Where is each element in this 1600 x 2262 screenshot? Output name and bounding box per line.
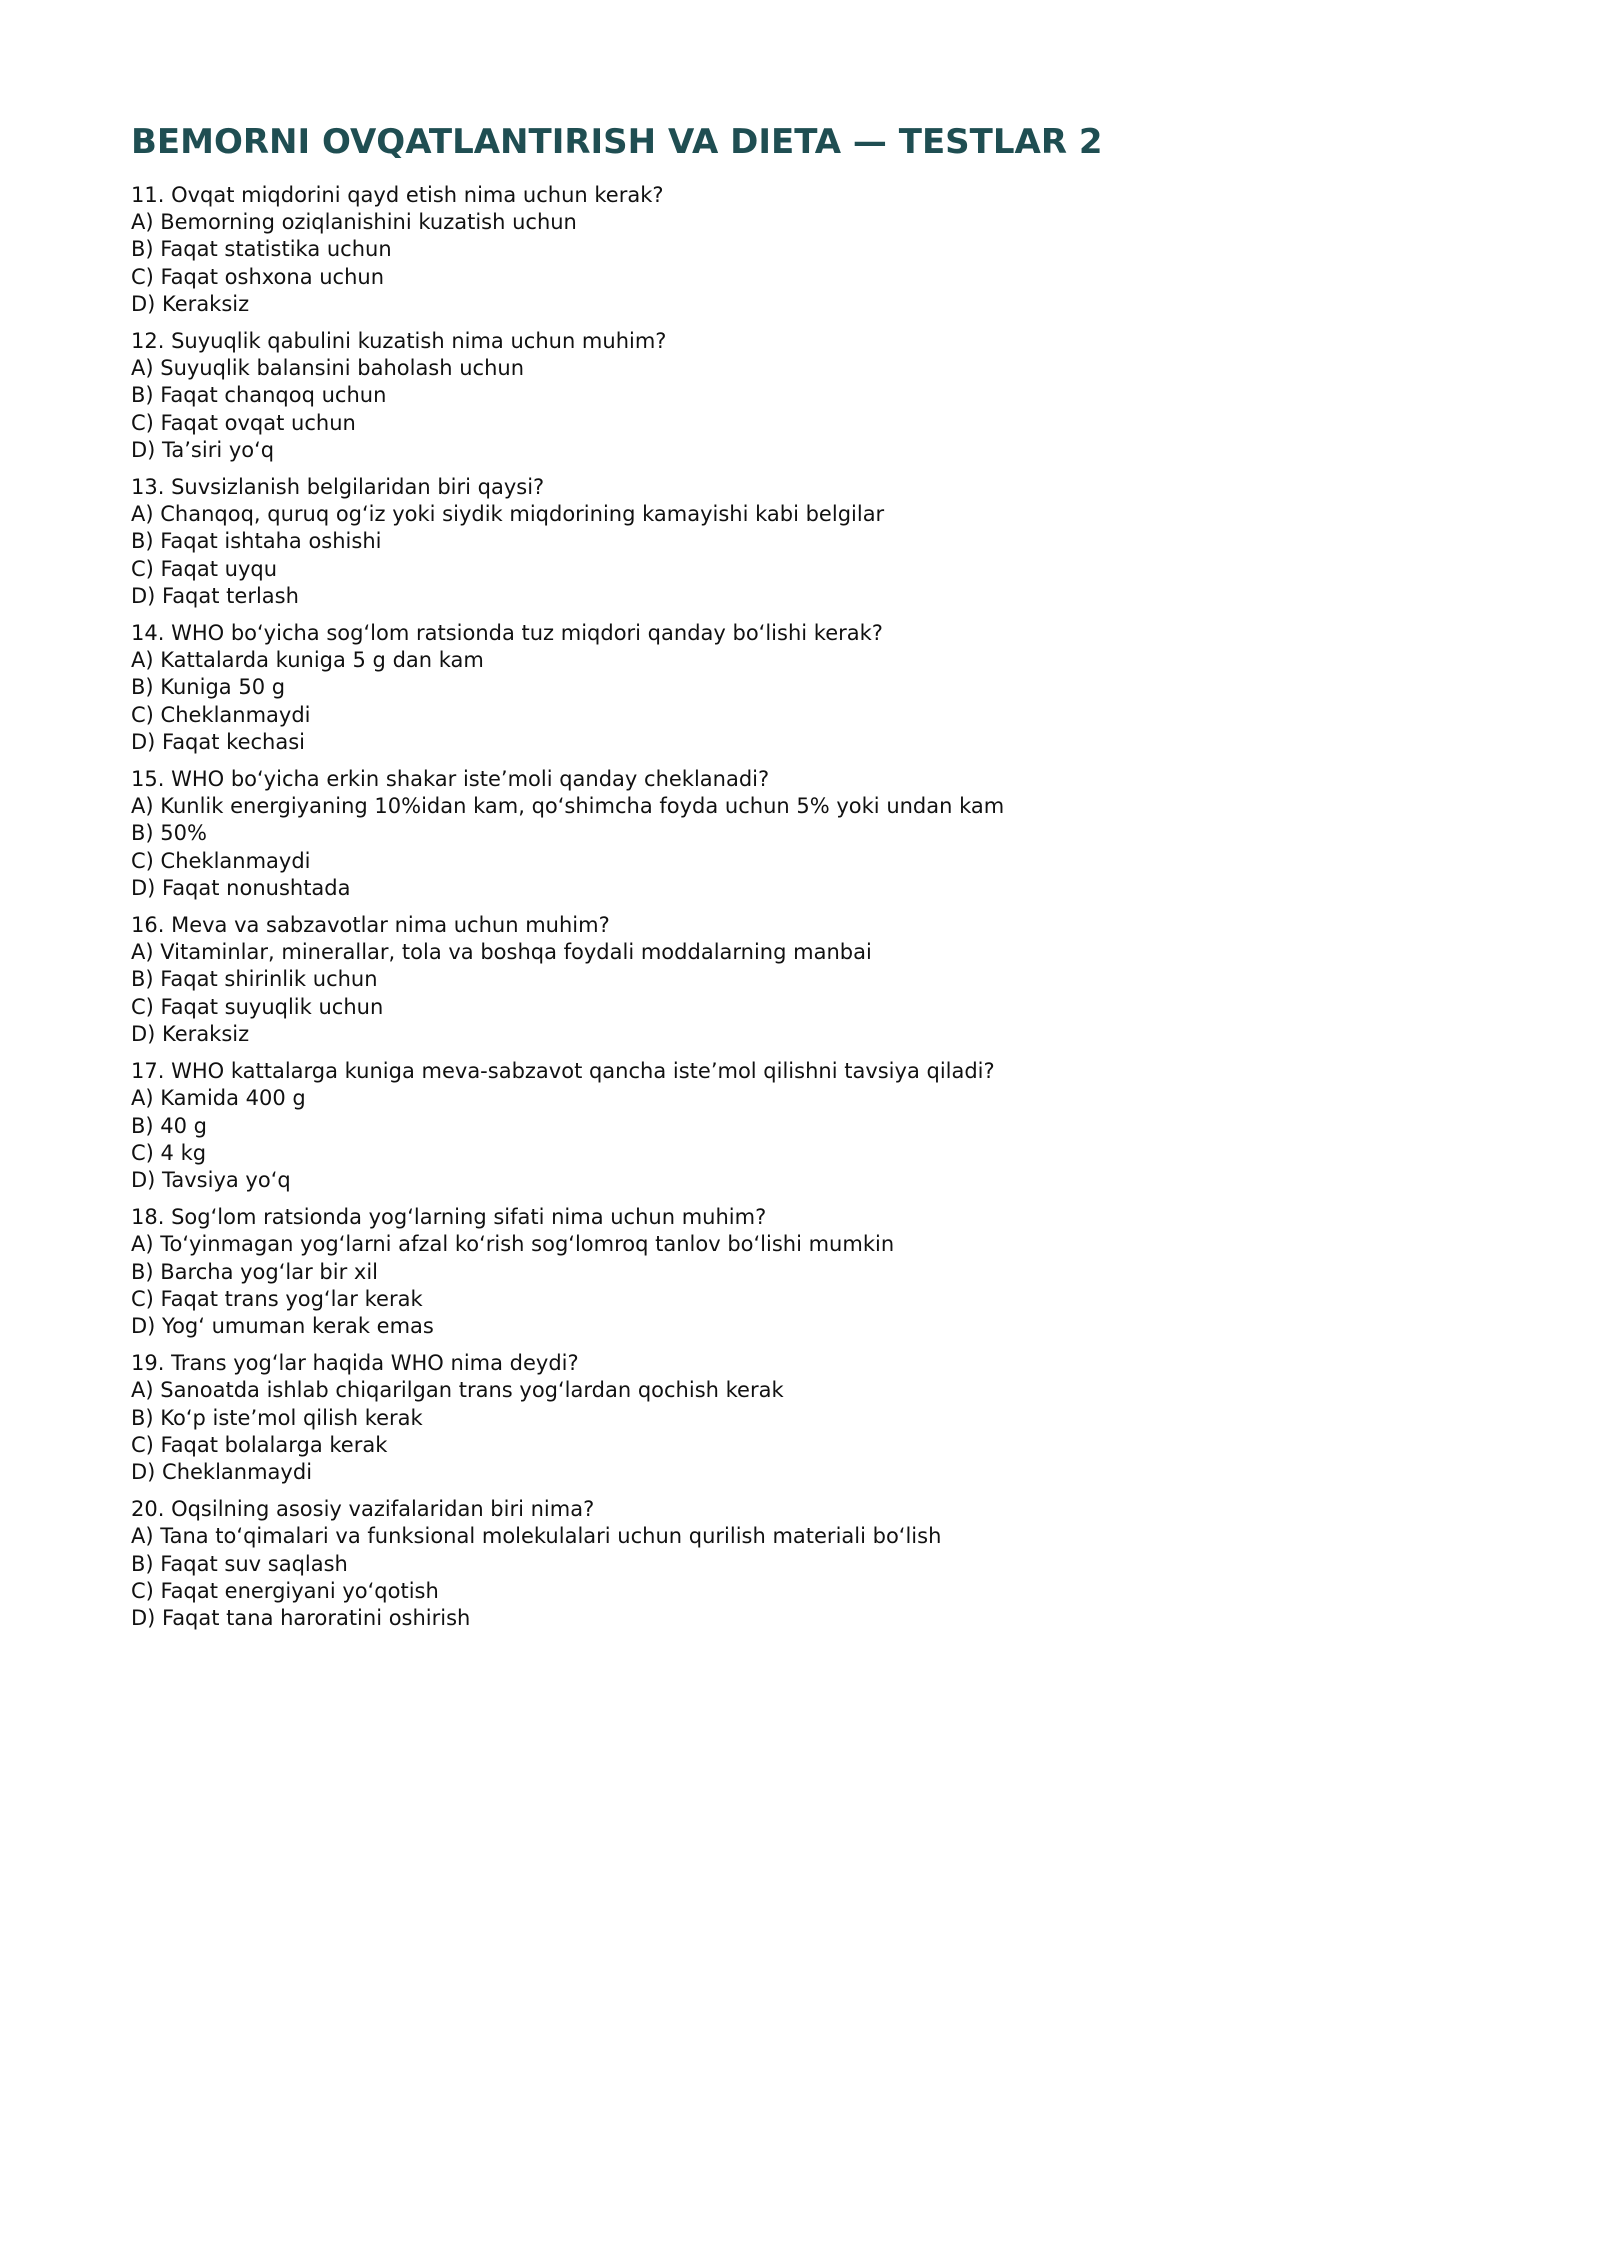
answer-option: A) Suyuqlik balansini baholash uchun	[131, 356, 525, 381]
question-block	[131, 474, 1471, 610]
question-text: 20. Oqsilning asosiy vazifalaridan biri nima?	[131, 1497, 595, 1522]
answer-option: A) Vitaminlar, minerallar, tola va boshqa foydali moddalarning manbai	[131, 940, 872, 965]
answer-option: D) Faqat terlash	[131, 583, 299, 608]
answer-option: C) Faqat ovqat uchun	[131, 410, 356, 435]
question-block	[131, 620, 1471, 756]
answer-option: B) Kuniga 50 g	[131, 675, 286, 700]
question-text: 18. Sog‘lom ratsionda yog‘larning sifati nima uchun muhim?	[131, 1205, 767, 1230]
question-text: 13. Suvsizlanish belgilaridan biri qaysi?	[131, 475, 545, 500]
question-block	[131, 182, 1471, 318]
answer-option: B) 50%	[131, 821, 207, 846]
answer-option: C) Faqat energiyani yo‘qotish	[131, 1578, 439, 1603]
question-block	[131, 766, 1471, 902]
question-text: 12. Suyuqlik qabulini kuzatish nima uchun muhim?	[131, 329, 667, 354]
answer-option: C) 4 kg	[131, 1140, 207, 1165]
question-text: 16. Meva va sabzavotlar nima uchun muhim?	[131, 913, 610, 938]
answer-option: A) Kunlik energiyaning 10%idan kam, qo‘shimcha foyda uchun 5% yoki undan kam	[131, 794, 1005, 819]
answer-option: D) Faqat tana haroratini oshirish	[131, 1605, 471, 1630]
answer-option: D) Faqat nonushtada	[131, 875, 351, 900]
question-text: 15. WHO bo‘yicha erkin shakar iste’moli qanday cheklanadi?	[131, 767, 770, 792]
answer-option: C) Faqat bolalarga kerak	[131, 1432, 388, 1457]
question-text: 17. WHO kattalarga kuniga meva-sabzavot qancha iste’mol qilishni tavsiya qiladi?	[131, 1059, 995, 1084]
question-text: 14. WHO bo‘yicha sog‘lom ratsionda tuz miqdori qanday bo‘lishi kerak?	[131, 621, 883, 646]
answer-option: B) Faqat ishtaha oshishi	[131, 529, 382, 554]
answer-option: B) Faqat chanqoq uchun	[131, 383, 387, 408]
answer-option: C) Faqat trans yog‘lar kerak	[131, 1286, 423, 1311]
answer-option: D) Keraksiz	[131, 291, 250, 316]
answer-option: A) Kamida 400 g	[131, 1086, 306, 1111]
answer-option: C) Faqat suyuqlik uchun	[131, 994, 384, 1019]
question-list	[131, 182, 1471, 1632]
question-text: 19. Trans yog‘lar haqida WHO nima deydi?	[131, 1351, 579, 1376]
answer-option: D) Ta’siri yo‘q	[131, 437, 275, 462]
question-block	[131, 1058, 1471, 1194]
question-block	[131, 1204, 1471, 1340]
answer-option: C) Cheklanmaydi	[131, 848, 311, 873]
document-page	[131, 118, 1471, 1642]
answer-option: A) Sanoatda ishlab chiqarilgan trans yog‘lardan qochish kerak	[131, 1378, 784, 1403]
question-block	[131, 1350, 1471, 1486]
answer-option: C) Cheklanmaydi	[131, 702, 311, 727]
answer-option: C) Faqat uyqu	[131, 556, 278, 581]
answer-option: C) Faqat oshxona uchun	[131, 264, 385, 289]
answer-option: B) Faqat suv saqlash	[131, 1551, 348, 1576]
question-block	[131, 1496, 1471, 1632]
answer-option: A) Kattalarda kuniga 5 g dan kam	[131, 648, 484, 673]
answer-option: A) Tana to‘qimalari va funksional molekulalari uchun qurilish materiali bo‘lish	[131, 1524, 942, 1549]
answer-option: D) Faqat kechasi	[131, 729, 305, 754]
question-text: 11. Ovqat miqdorini qayd etish nima uchun kerak?	[131, 183, 664, 207]
answer-option: A) Chanqoq, quruq og‘iz yoki siydik miqdorining kamayishi kabi belgilar	[131, 502, 885, 527]
answer-option: D) Yog‘ umuman kerak emas	[131, 1313, 434, 1338]
question-block	[131, 328, 1471, 464]
answer-option: D) Keraksiz	[131, 1021, 250, 1046]
answer-option: B) 40 g	[131, 1113, 208, 1138]
answer-option: B) Barcha yog‘lar bir xil	[131, 1259, 378, 1284]
answer-option: B) Ko‘p iste’mol qilish kerak	[131, 1405, 423, 1430]
answer-option: B) Faqat statistika uchun	[131, 237, 392, 262]
answer-option: A) Bemorning oziqlanishini kuzatish uchun	[131, 210, 577, 235]
page-title: BEMORNI OVQATLANTIRISH VA DIETA — TESTLAR 2	[131, 122, 1103, 162]
answer-option: D) Tavsiya yo‘q	[131, 1167, 291, 1192]
answer-option: B) Faqat shirinlik uchun	[131, 967, 378, 992]
question-block	[131, 912, 1471, 1048]
answer-option: A) To‘yinmagan yog‘larni afzal ko‘rish sog‘lomroq tanlov bo‘lishi mumkin	[131, 1232, 895, 1257]
answer-option: D) Cheklanmaydi	[131, 1459, 313, 1484]
